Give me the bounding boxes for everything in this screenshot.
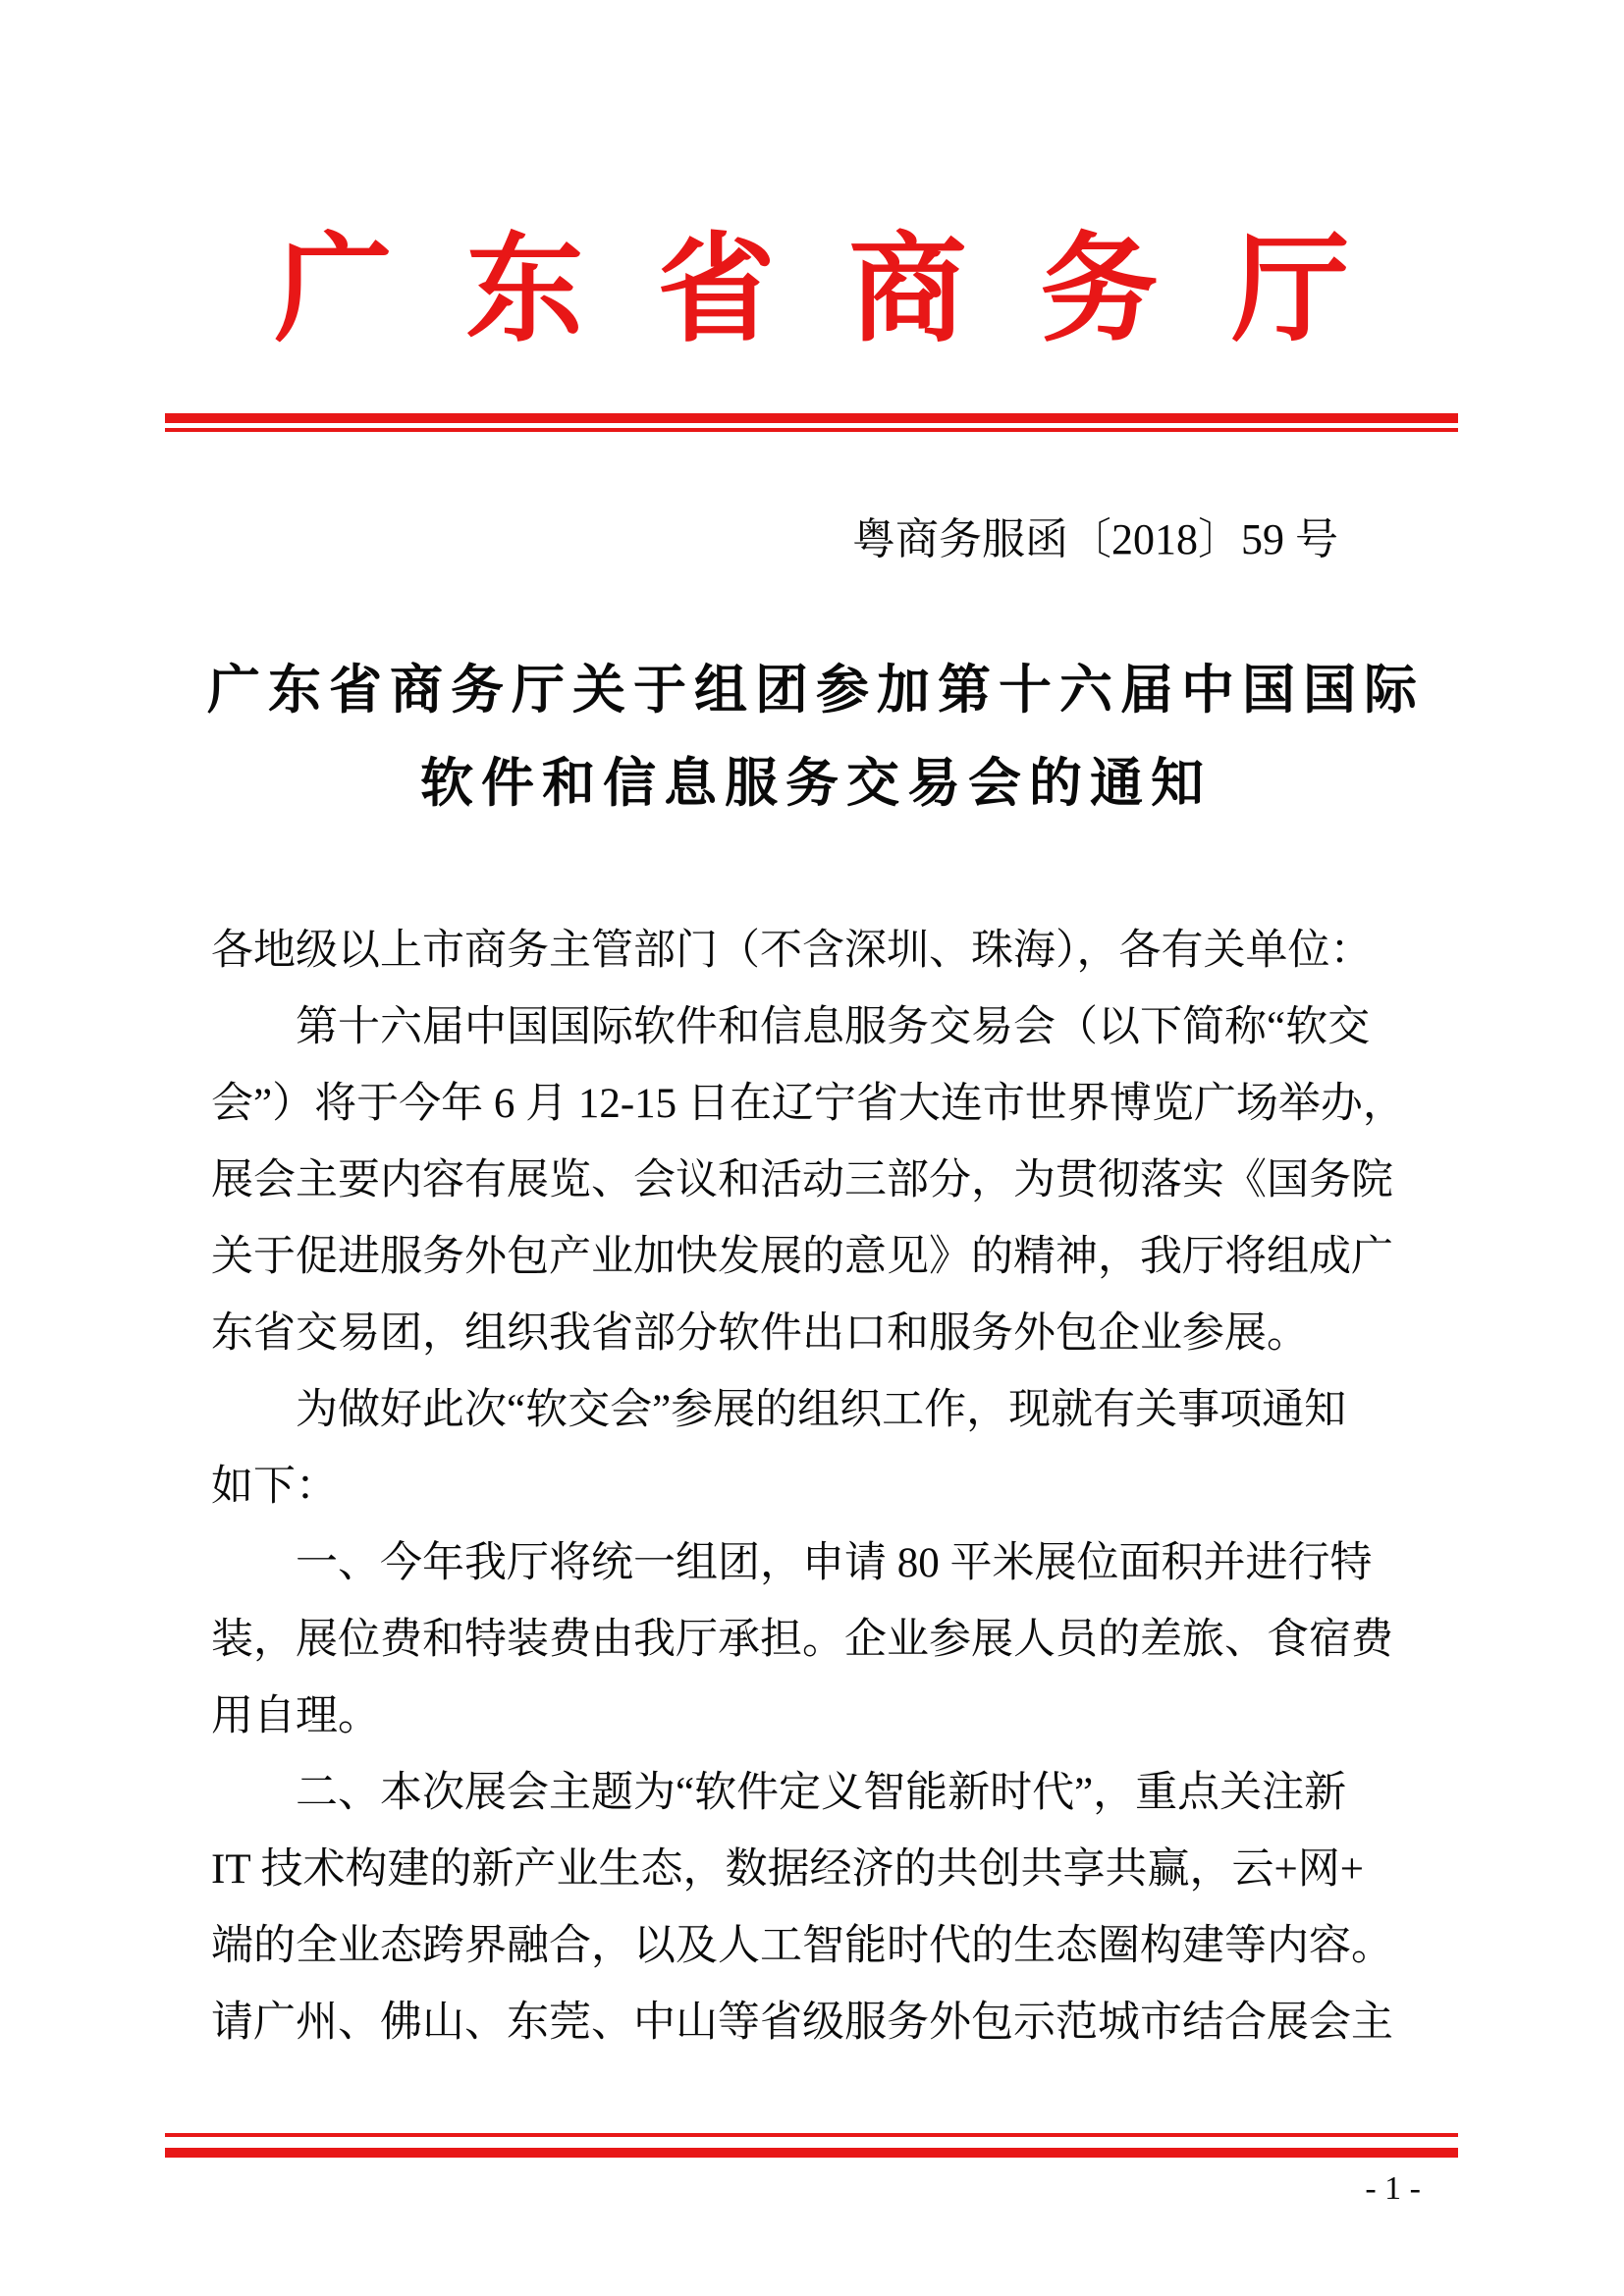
document-title-line2: 软件和信息服务交易会的通知 <box>420 754 1212 813</box>
document-title-line1: 广东省商务厅关于组团参加第十六届中国国际 <box>207 661 1425 720</box>
body-line: 为做好此次“软交会”参展的组织工作，现就有关事项通知 <box>211 1387 1347 1433</box>
body-line: 第十六届中国国际软件和信息服务交易会（以下简称“软交 <box>211 1004 1371 1050</box>
body-text-block <box>211 913 1434 2061</box>
body-line: 一、今年我厅将统一组团，申请 80 平米展位面积并进行特 <box>211 1540 1373 1586</box>
header-rule-thick <box>165 413 1458 423</box>
body-line: 请广州、佛山、东莞、中山等省级服务外包示范城市结合展会主 <box>211 2000 1393 2046</box>
header-rule-thin <box>165 428 1458 432</box>
agency-masthead <box>0 224 1624 357</box>
body-line: 二、本次展会主题为“软件定义智能新时代”，重点关注新 <box>211 1770 1347 1816</box>
body-line: 如下： <box>211 1464 338 1510</box>
body-line: 各地级以上市商务主管部门（不含深圳、珠海），各有关单位： <box>211 928 1373 974</box>
body-line: 装，展位费和特装费由我厅承担。企业参展人员的差旅、食宿费 <box>211 1617 1393 1663</box>
document-title <box>0 644 1624 830</box>
body-line: 端的全业态跨界融合，以及人工智能时代的生态圈构建等内容。 <box>211 1923 1393 1969</box>
footer-rule-thin <box>165 2133 1458 2137</box>
document-number: 粤商务服函〔2018〕59 号 <box>852 515 1338 563</box>
body-line: 东省交易团，组织我省部分软件出口和服务外包企业参展。 <box>211 1310 1309 1357</box>
body-line: 会”）将于今年 6 月 12-15 日在辽宁省大连市世界博览广场举办， <box>211 1081 1405 1127</box>
page-number: - 1 - <box>1365 2170 1421 2207</box>
body-line: 关于促进服务外包产业加快发展的意见》的精神，我厅将组成广 <box>211 1234 1393 1280</box>
body-line: 展会主要内容有展览、会议和活动三部分，为贯彻落实《国务院 <box>211 1157 1393 1203</box>
agency-name-text: 广东省商务厅 <box>274 225 1424 355</box>
footer-rule-thick <box>165 2148 1458 2158</box>
body-line: IT 技术构建的新产业生态，数据经济的共创共享共赢，云+网+ <box>211 1846 1365 1893</box>
body-line: 用自理。 <box>211 1693 380 1739</box>
